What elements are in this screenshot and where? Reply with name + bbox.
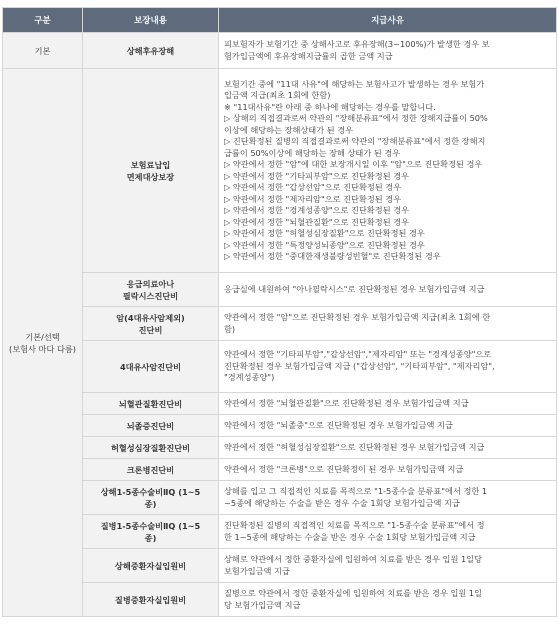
payment-reason-line: 피보험자가 보험기간 중 상해사고로 후유장해(3~100%)가 발생한 경우 보 <box>224 39 490 49</box>
payment-reason-line: 험가입금액에 후유장해지급률의 곱한 금액 지급 <box>224 50 393 61</box>
table-row <box>3 459 557 481</box>
table-row <box>3 515 557 549</box>
coverage-name-line: 뇌혈관질환진단비 <box>118 398 183 409</box>
payment-reason-line: ▷ 약관에서 정한 "허혈성심장질환"으로 진단확정된 경우 <box>224 228 425 238</box>
payment-reason-line: 보험가입금액 지급 <box>224 565 290 576</box>
table-row <box>3 437 557 459</box>
coverage-name-line: 응급의료아나 <box>126 278 175 289</box>
coverage-name <box>83 459 219 481</box>
coverage-name <box>83 69 219 273</box>
coverage-name-line: 종) <box>144 532 157 543</box>
payment-reason-line: ▷ 약관에서 정한 "갑상선암"으로 진단확정된 경우 <box>224 182 402 192</box>
category-cell: 기본/선택 (보험사 마다 다름) <box>3 69 83 617</box>
payment-reason <box>219 33 557 69</box>
coverage-name-line: 상해중환자실입원비 <box>114 560 187 571</box>
payment-reason <box>219 415 557 437</box>
coverage-name-line: 상해후유장해 <box>126 45 175 56</box>
payment-reason-line: 진단확정된 경우 보험가입금액 지급 ("갑상선암", "기타피부암", "제자리암", <box>224 360 495 371</box>
coverage-name <box>83 481 219 515</box>
coverage-name-line: 종) <box>144 498 157 509</box>
payment-reason <box>219 341 557 393</box>
coverage-name <box>83 437 219 459</box>
payment-reason-line: 상해를 입고 그 직접적인 치료를 목적으로 "1-5종수술 분류표"에서 정한 1 <box>224 486 488 496</box>
header-coverage: 보장내용 <box>83 8 219 33</box>
category-cell: 기본 <box>3 33 83 69</box>
coverage-name-line: 상해1-5종수술비ⅡQ (1~5 <box>100 486 201 497</box>
coverage-name-line: 진단비 <box>138 324 163 335</box>
coverage-name <box>83 393 219 415</box>
header-payment-reason: 지급사유 <box>219 8 557 33</box>
payment-reason-line: ▷ 진단확정된 질병의 직접결과로써 약관의 "장해분류표"에서 정한 장해지 <box>224 136 486 146</box>
payment-reason-line: 당 보험가입금액 지급 <box>224 599 301 610</box>
coverage-name-line: 허혈성심장질환진단비 <box>110 442 191 453</box>
coverage-name <box>83 415 219 437</box>
coverage-name <box>83 307 219 341</box>
payment-reason-line: ~5종에 해당하는 수술을 받은 경우 수술 1회당 보험가입금액 지급 <box>224 497 460 508</box>
coverage-name <box>83 33 219 69</box>
table-row <box>3 341 557 393</box>
payment-reason <box>219 69 557 273</box>
payment-reason-line: 이상에 해당하는 장해상태가 된 경우 <box>224 124 354 135</box>
payment-reason-line: ▷ 약관에서 정한 "뇌혈관질환"으로 진단확정된 경우 <box>224 216 410 227</box>
coverage-name-line: 질병1-5종수술비ⅡQ (1~5 <box>100 520 201 531</box>
payment-reason-line: 질병으로 약관에서 정한 중환자실에 입원하여 치료를 받은 경우 입원 1일 <box>224 588 482 598</box>
payment-reason-line: 응급실에 내원하여 "아나필락시스"로 진단확정된 경우 보험가입금액 지급 <box>224 283 485 294</box>
table-row <box>3 415 557 437</box>
payment-reason-line: ▷ 약관에서 정한 "암"에 대한 보장개시일 이후 "암"으로 진단확정된 경우 <box>224 159 483 169</box>
coverage-name-line: 4대유사암진단비 <box>119 361 182 372</box>
payment-reason <box>219 481 557 515</box>
payment-reason-line: 함) <box>224 323 236 334</box>
payment-reason-line: ▷ 약관에서 정한 "특정양성뇌종양"으로 진단확정된 경우 <box>224 239 425 250</box>
coverage-name-line: 크론병진단비 <box>126 464 175 475</box>
payment-reason <box>219 549 557 583</box>
coverage-name <box>83 515 219 549</box>
payment-reason-line: ▷ 상해의 직접결과로써 약관의 "장해분류표"에서 정한 장해지급률이 50% <box>224 113 488 123</box>
payment-reason-line: 진단확정된 질병의 직접적인 치료를 목적으로 "1-5종수술 분류표"에서 정 <box>224 520 485 530</box>
coverage-name-line: 필락시스진단비 <box>122 290 179 301</box>
payment-reason-line: 약관에서 정한 "암"으로 진단확정된 경우 보험가입금액 지급(최초 1회에 한 <box>224 312 491 322</box>
table-row <box>3 33 557 69</box>
payment-reason-line: ▷ 약관에서 정한 "제자리암"으로 진단확정된 경우 <box>224 193 402 204</box>
coverage-name-line: 면제대상보장 <box>126 171 175 182</box>
payment-reason-line: ▷ 약관에서 정한 "기타피부암"으로 진단확정된 경우 <box>224 170 410 181</box>
payment-reason-line: ▷ 약관에서 정한 "중대한재생불량성빈혈"로 진단확정된 경우 <box>224 251 441 261</box>
payment-reason-line: ※ "11대사유"란 아래 중 하나에 해당하는 경우를 말합니다. <box>224 101 436 112</box>
payment-reason <box>219 459 557 481</box>
payment-reason-line: ▷ 약관에서 정한 "경계성종양"으로 진단확정된 경우 <box>224 205 410 215</box>
coverage-table <box>2 7 557 617</box>
payment-reason-line: 상해로 약관에서 정한 중환자실에 입원하여 치료를 받은 경우 입원 1일당 <box>224 554 482 564</box>
table-header-row <box>3 8 557 33</box>
table-row <box>3 273 557 307</box>
table-row <box>3 69 557 273</box>
payment-reason-line: 약관에서 정한 "뇌졸중"으로 진단확정된 경우 보험가입금액 지급 <box>224 419 453 430</box>
coverage-name-line: 뇌졸증진단비 <box>126 420 175 431</box>
payment-reason-line: 약관에서 정한 "허혈성심장질환"으로 진단확정된 경우 보험가입금액 지급 <box>224 441 485 452</box>
payment-reason <box>219 583 557 617</box>
payment-reason <box>219 515 557 549</box>
payment-reason <box>219 393 557 415</box>
header-category: 구분 <box>3 8 83 33</box>
table-row <box>3 307 557 341</box>
coverage-name-line: 보험료납입 <box>130 159 171 170</box>
payment-reason-line: 보험기간 중에 "11대 사유"에 해당하는 보험사고가 발생하는 경우 보험가 <box>224 78 485 89</box>
table-row <box>3 393 557 415</box>
table-row <box>3 481 557 515</box>
payment-reason-line: 약관에서 정한 "기타피부암","갑상선암","제자리암" 또는 "경계성종양"으로 <box>224 349 492 360</box>
payment-reason <box>219 307 557 341</box>
table-row <box>3 583 557 617</box>
payment-reason-line: 약관에서 정한 "뇌혈관질환"으로 진단확정된 경우 보험가입금액 지급 <box>224 397 469 408</box>
payment-reason-line: 입금액 지급(최초 1회에 한함) <box>224 90 331 100</box>
coverage-name-line: 질병중환자실입원비 <box>114 594 187 605</box>
payment-reason-line: "경계성종양") <box>224 372 275 383</box>
coverage-name-line: 암(4대유사암제외) <box>116 312 185 323</box>
table-row <box>3 549 557 583</box>
coverage-name <box>83 549 219 583</box>
payment-reason-line: 한 1~5종에 해당하는 수술을 받은 경우 수술 1회당 보험가입금액 지급 <box>224 531 476 542</box>
payment-reason-line: 급률이 50%이상에 해당하는 장해 상태가 된 경우 <box>224 147 401 158</box>
coverage-name <box>83 583 219 617</box>
payment-reason <box>219 437 557 459</box>
payment-reason <box>219 273 557 307</box>
coverage-name <box>83 273 219 307</box>
table-body <box>3 33 557 617</box>
payment-reason-line: 약관에서 정한 "크론병"으로 진단확정이 된 경우 보험가입금액 지급 <box>224 463 464 474</box>
coverage-name <box>83 341 219 393</box>
